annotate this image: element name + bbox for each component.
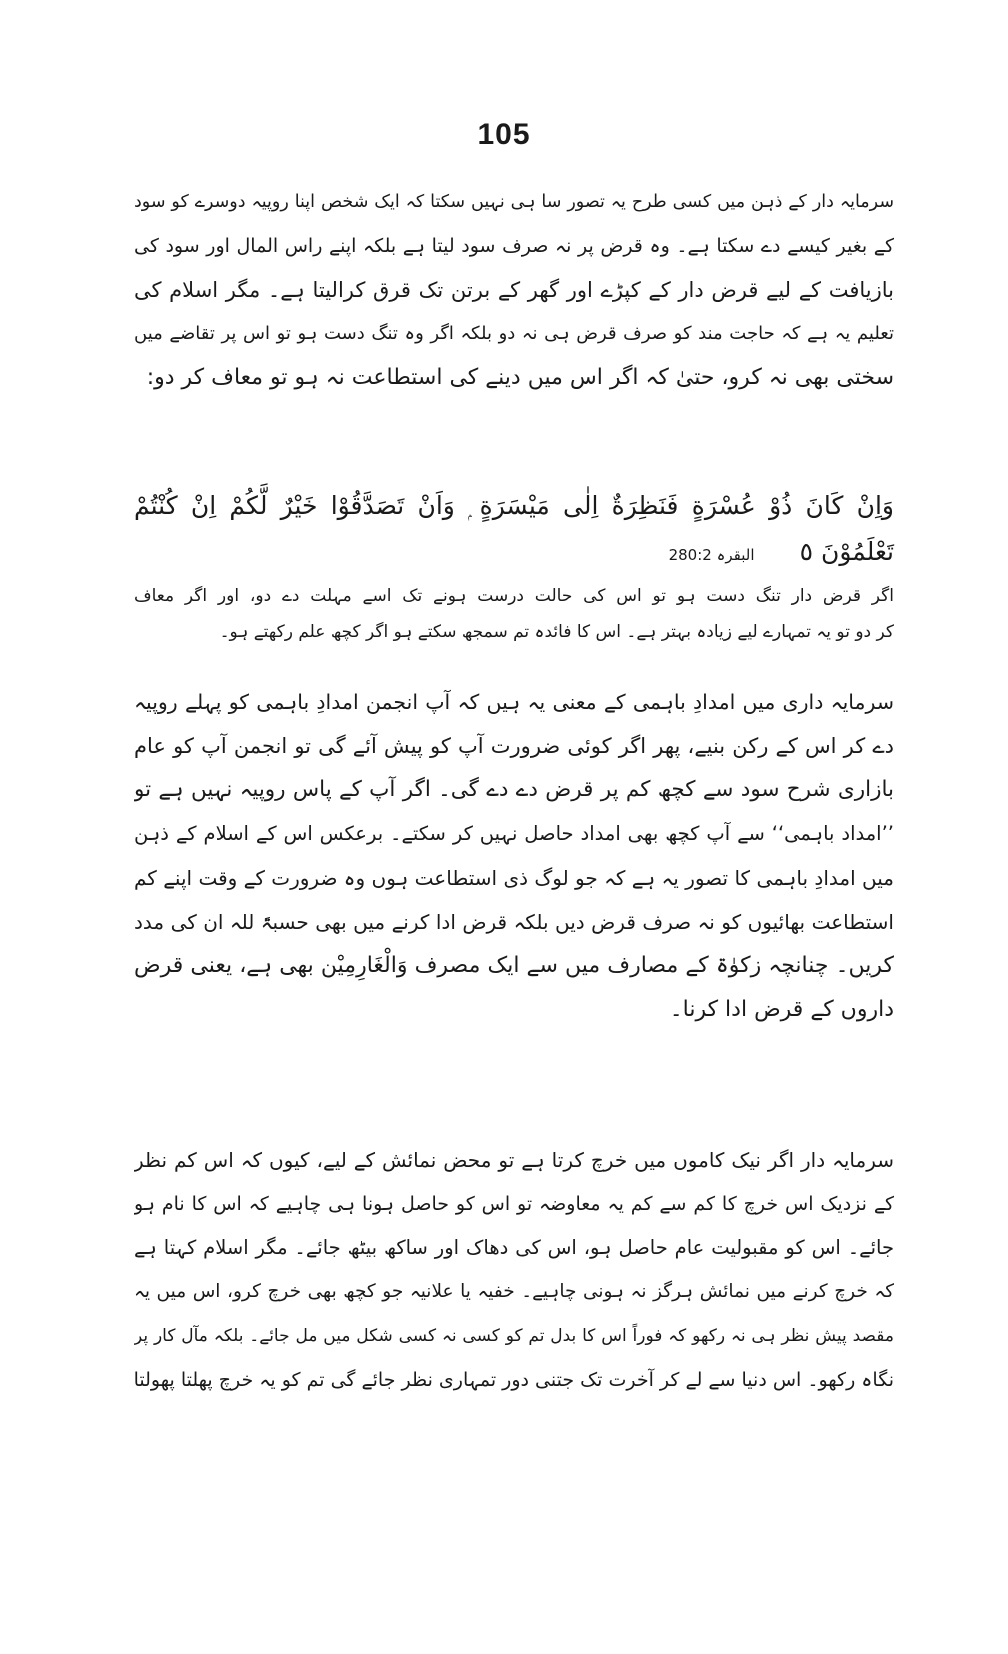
text-line: استطاعت بھائیوں کو نہ صرف قرض دیں بلکہ قرض ادا کرنے میں بھی حسبۃً للہ ان کی مدد: [134, 910, 894, 934]
translation-line: اگر قرض دار تنگ دست ہو تو اس کی حالت درست ہونے تک اسے مہلت دے دو، اور اگر معاف: [134, 586, 894, 606]
text-line: جائے۔ اس کو مقبولیت عام حاصل ہو، اس کی دھاک اور ساکھ بیٹھ جائے۔ مگر اسلام کہتا ہے: [134, 1236, 894, 1259]
text-line: نگاہ رکھو۔ اس دنیا سے لے کر آخرت تک جتنی دور تمہاری نظر جائے گی تم کو یہ خرچ پھلتا پھولتا: [134, 1369, 894, 1391]
text-line: سرمایہ دار اگر نیک کاموں میں خرچ کرتا ہے تو محض نمائش کے لیے، کیوں کہ اس کم نظر: [134, 1148, 894, 1172]
text-line: تعلیم یہ ہے کہ حاجت مند کو صرف قرض ہی نہ دو بلکہ اگر وہ تنگ دست ہو تو اس پر تقاضے میں: [134, 323, 894, 344]
verse-translation: [134, 578, 894, 650]
text-line: بازاری شرح سود سے کچھ کم پر قرض دے دے گی۔ اگر آپ کے پاس روپیہ نہیں ہے تو: [134, 777, 894, 802]
text-line: مقصد پیش نظر ہی نہ رکھو کہ فوراً اس کا بدل تم کو کسی نہ کسی شکل میں مل جائے۔ بلکہ مآل کار پر: [134, 1326, 894, 1346]
text-line: کریں۔ چنانچہ زکوٰۃ کے مصارف میں سے ایک مصرف وَالْغَارِمِیْن بھی ہے، یعنی قرض: [134, 953, 894, 978]
translation-line: کر دو تو یہ تمہارے لیے زیادہ بہتر ہے۔ اس کا فائدہ تم سمجھ سکتے ہو اگر کچھ علم رکھتے ہو۔: [219, 622, 894, 642]
text-line: بازیافت کے لیے قرض دار کے کپڑے اور گھر کے برتن تک قرق کرالیتا ہے۔ مگر اسلام کی: [134, 278, 894, 302]
verse-line-end: [134, 530, 894, 574]
paragraph-2: [134, 680, 894, 1032]
text-line: میں امدادِ باہمی کا تصور یہ ہے کہ جو لوگ ذی استطاعت ہوں وہ ضرورت کے وقت اپنے کم: [134, 866, 894, 890]
text-line: کہ خرچ کرنے میں نمائش ہرگز نہ ہونی چاہیے۔ خفیہ یا علانیہ جو کچھ بھی خرچ کرو، اس میں یہ: [134, 1281, 894, 1302]
text-line: کے نزدیک اس خرچ کا کم سے کم یہ معاوضہ تو اس کو حاصل ہونا ہی چاہیے کہ اس کا نام ہو: [134, 1193, 894, 1215]
text-line: ’’امداد باہمی‘‘ سے آپ کچھ بھی امداد حاصل نہیں کر سکتے۔ برعکس اس کے اسلام کے ذہن: [134, 822, 894, 845]
verse-ending: تَعْلَمُوْنَ ٥: [799, 537, 894, 566]
text-line: سرمایہ دار کے ذہن میں کسی طرح یہ تصور سا ہی نہیں سکتا کہ ایک شخص اپنا روپیہ دوسرے کو سود: [134, 192, 894, 212]
quran-verse: [134, 482, 894, 574]
text-line: داروں کے قرض ادا کرنا۔: [669, 997, 894, 1022]
verse-line: وَاِنْ كَانَ ذُوْ عُسْرَةٍ فَنَظِرَةٌ اِلٰى مَيْسَرَةٍ ۭ وَاَنْ تَصَدَّقُوْا خَيْرٌ لَّكُمْ اِنْ كُنْتُمْ: [134, 491, 894, 520]
verse-reference: البقرہ 280:2: [668, 546, 755, 564]
text-line: دے کر اس کے رکن بنیے، پھر اگر کوئی ضرورت آپ کو پیش آئے گی تو انجمن آپ کو عام: [134, 734, 894, 758]
text-line: سرمایہ داری میں امدادِ باہمی کے معنی یہ ہیں کہ آپ انجمن امدادِ باہمی کو پہلے روپیہ: [134, 690, 894, 714]
text-line: سختی بھی نہ کرو، حتیٰ کہ اگر اس میں دینے کی استطاعت نہ ہو تو معاف کر دو:: [146, 365, 894, 390]
paragraph-3: [134, 1138, 894, 1402]
paragraph-1: [134, 180, 894, 400]
page-number: 105: [477, 118, 531, 151]
text-line: کے بغیر کیسے دے سکتا ہے۔ وہ قرض پر نہ صرف سود لیتا ہے بلکہ اپنے راس المال اور سود کی: [134, 235, 894, 257]
